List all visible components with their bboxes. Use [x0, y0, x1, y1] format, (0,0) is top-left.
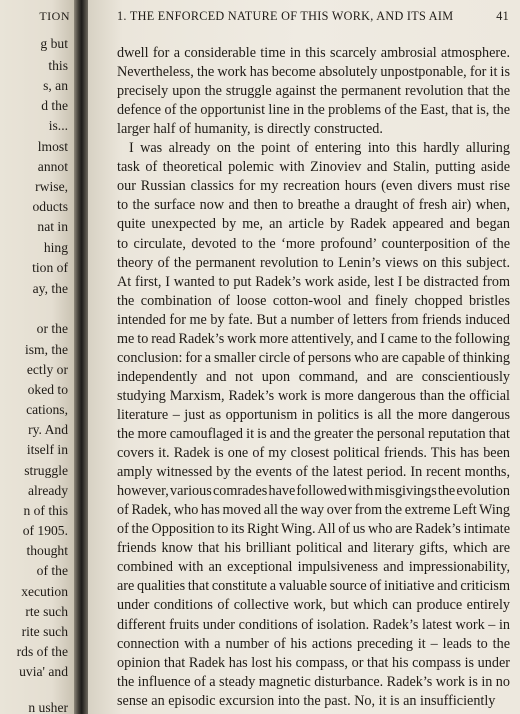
left-page-line: n usher: [28, 700, 68, 714]
body-line: connection with a number of his actions preceding it – leads to the: [117, 635, 510, 652]
left-page-line: or the: [36, 321, 68, 336]
body-line: covers it. Radek is one of my closest political friends. This has been: [117, 445, 510, 462]
body-line: conclusion: for a smaller circle of persons who are capable of thinking: [117, 349, 510, 366]
left-page-line: hing: [43, 240, 68, 255]
body-line: the combination of loose cotton-wool and finely chopped bristles: [117, 292, 510, 309]
body-line: opinion that Radek has lost his compass, or that his compass is under: [117, 654, 510, 671]
left-page-line: n of this: [23, 503, 68, 518]
book-gutter: [74, 0, 88, 714]
body-line: however, various comrades have followed with misgivings the evolution: [117, 483, 510, 500]
body-line: literature – just as opportunism in politics is all the more dangerous: [117, 406, 510, 423]
left-page-line: is...: [48, 118, 68, 133]
body-line: theory of the permanent revolution to Lenin’s views on this subject.: [117, 254, 510, 271]
left-page-line: d the: [41, 98, 68, 113]
left-page-line: struggle: [24, 463, 68, 478]
right-page: [88, 0, 520, 714]
body-line: defence of the opportunist line in the problems of the East, that is, the: [117, 102, 510, 119]
body-line: studying Marxism, Radek’s work is more dangerous than the official: [117, 387, 510, 404]
body-line: the influence of a steady magnetic disturbance. Radek’s work is in no: [117, 673, 510, 690]
left-page-line: oked to: [27, 382, 68, 397]
left-page-line: lmost: [37, 139, 68, 154]
body-line: sense an episodic excursion into the past. No, it is an insufficiently: [117, 692, 496, 709]
left-page-line: cations,: [26, 402, 68, 417]
body-line: amply witnessed by the events of the latest period. In recent months,: [117, 464, 510, 481]
body-line: different fruits under conditions of isolation. Radek’s latest work – in: [117, 616, 510, 633]
left-page-line: xecution: [21, 584, 68, 599]
body-line: to the surface now and then to breathe a draught of fresh air) when,: [117, 197, 510, 214]
body-line: dwell for a considerable time in this scarcely ambrosial atmosphere.: [117, 45, 510, 61]
left-page-line: rwise,: [35, 179, 68, 194]
left-page-line: ry. And: [28, 422, 68, 437]
body-line: to circulate, devoted to the ‘more profound’ counterposition of the: [117, 235, 510, 252]
body-line: intended for me by fate. But a number of letters from friends induced: [117, 311, 510, 328]
body-line: I was already on the point of entering into this hardly alluring: [129, 140, 510, 157]
left-page-line: of 1905.: [22, 523, 68, 538]
body-line: At first, I wanted to put Radek’s work aside, lest I be distracted from: [117, 273, 510, 290]
chapter-title: 1. THE ENFORCED NATURE OF THIS WORK, AND ITS AIM: [117, 9, 454, 23]
left-page-line: of the: [36, 563, 68, 578]
body-line: Nevertheless, the work has become absolutely unpostponable, for it is: [117, 64, 510, 81]
body-line: task of theoretical polemic with Zinoviev and Stalin, putting aside: [117, 159, 510, 176]
left-page: [0, 0, 74, 714]
body-line: larger half of humanity, is directly constructed.: [117, 121, 383, 138]
left-page-line: oducts: [32, 199, 68, 214]
left-page-line: tion of: [32, 260, 68, 275]
body-line: of Radek, who has moved all the way over from the extreme Left Wing: [117, 502, 510, 519]
left-page-line: thought: [26, 543, 68, 558]
left-page-line: itself in: [26, 442, 68, 457]
left-page-line: already: [28, 483, 68, 498]
body-line: combined with an exceptional impulsiveness and impressionability,: [117, 559, 510, 576]
body-line: under conditions of collective work, but which can produce entirely: [117, 597, 510, 614]
left-page-line: annot: [37, 159, 68, 174]
left-page-line: rite such: [21, 624, 68, 639]
body-line: me to read Radek’s work more attentively, and I came to the following: [117, 330, 510, 347]
left-page-line: this: [48, 58, 68, 73]
body-line: of the Opposition to its Right Wing. All of us who are Radek’s intimate: [117, 521, 510, 538]
left-page-line: ism, the: [24, 342, 68, 357]
body-line: independently and not upon command, and are conscientiously: [117, 368, 510, 385]
left-page-line: rte such: [25, 604, 68, 619]
body-line: the more camouflaged it is and the greater the personal reputation that: [117, 426, 510, 442]
page-number: 41: [496, 9, 509, 23]
body-line: precisely upon the struggle against the permanent revolution that the: [117, 83, 510, 100]
left-page-line: uvia' and: [19, 664, 68, 679]
left-page-running-head: TION: [39, 9, 70, 23]
left-page-line: ectly or: [26, 362, 68, 377]
left-page-line: g but: [40, 36, 68, 51]
left-page-line: ay, the: [32, 281, 68, 296]
body-line: quite unexpected by me, an article by Radek appeared and began: [117, 216, 510, 233]
left-page-line: s, an: [43, 78, 68, 93]
left-page-line: rds of the: [16, 644, 68, 659]
body-line: are qualities that constitute a valuable source of initiative and criticism: [117, 578, 510, 595]
body-line: friends know that his brilliant political and literary gifts, which are: [117, 540, 510, 557]
left-page-line: nat in: [37, 219, 68, 234]
body-line: our Russian classics for my recreation hours (even divers must rise: [117, 178, 510, 195]
